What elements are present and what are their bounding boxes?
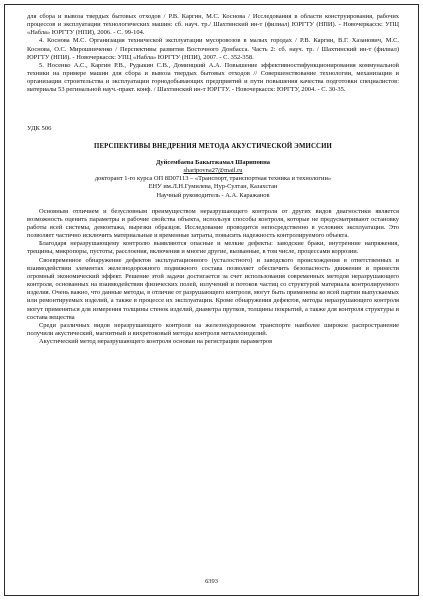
author-email-link[interactable]: sharipovna27@mail.ru — [183, 167, 243, 175]
reference-5: 5. Носенко А.С., Каргин Р.В., Рудыкин С.В., Доминцкий А.А. Повышение эффективностифункционирования коммунальной техники на примере машин для сбора и вывоза твердых бытовых отходов // Совершенствование технологии, механизации и организации строительства и эксплуатации горнодобывающих предприятий и пути повышения качества подготовки специалистов: материалы 53 регинальной науч.-практ. конф. / Шахтинский ин-т ЮРГТУ. - Новочеркасск: ЮРГТУ, 2004. - С. 30-35. — [27, 61, 399, 94]
article-title: ПЕРСПЕКТИВЫ ВНЕДРЕНИЯ МЕТОДА АКУСТИЧЕСКОЙ ЭМИССИИ — [94, 142, 332, 150]
reference-4: 4. Коснова М.С. Организация технической эксплуатации мусоровозов в малых городах / Р.В. Каргин, В.Г. Хазанович, М.С. Коснова, О.С. Мирошниченко / Перспективы развития Восточного Донбасса. Часть 2: сб. науч. тр. / Шахтинский ин-т (филиал) ЮРГТУ (НПИ). - Новочеркасск: УПЦ «Набла» ЮРГТУ (НПИ), 2007. - С. 352-358. — [27, 37, 399, 61]
reference-3-continuation: для сбора и вывоза твердых бытовых отходов / Р.В. Каргин, М.С. Коснова / Исследования в области конструирования, рабочих процессов и эксплуатации технологических машин: сб. науч. тр./ Шахтинский ин-т (филиал) ЮРГТУ (НПИ). - Новочеркасск: УПЦ «Набла» ЮРГТУ (НПИ), 2006. - С. 99-104. — [27, 13, 399, 37]
body-paragraph-1: Основным отличием и безусловным преимуществом неразрушающего контроля от других видов диагностики является возможность оценить параметры и рабочие свойства объекта, используя способы контроля, которые не предусматривают остановку работы всей системы, демонтажа, вырезки образцов. Исследование проводится непосредственно в условиях эксплуатации. Это позволяет частично исключить материальные и временные затраты, повысить надежность контролируемого объекта. — [27, 207, 399, 240]
body-spacer — [27, 200, 399, 208]
body-paragraph-3: Своевременное обнаружение дефектов эксплуатационного (усталостного) и заводского происхождения в ответственных и взаимодействии элементах железнодорожного подвижного состава позволяет обеспечить безопасность движения и принести огромный экономический эффект. Решение этой задачи достигается за счет использования современных методов неразрушающего контроля, основанных на взаимодействии физических полей, излучений и потоков частиц со структурой материала контролируемого изделия. Очень важно, что данные методы, в отличие от разрушающего контроля, могут быть применены ко всей партии выпускаемых или ремонтируемых изделий, а также в процессе их эксплуатации. Кроме обнаружения дефектов, методы неразрушающего контроля могут применяться для измерения толщины стенок изделий, диаметра прутков, толщины покрытий, а также для контроля структуры и состава вещества — [27, 256, 399, 321]
body-paragraph-2: Благодаря неразрушающему контролю выявляются опасные и мелкие дефекты: заводские браки, внутренние напряжения, трещины, микропоры, пустоты, расслоения, включения и многие другие, вызванные, в том числе, процессами коррозии. — [27, 240, 399, 256]
author-block — [27, 159, 399, 200]
section-spacer — [27, 95, 399, 125]
page-content — [27, 13, 399, 346]
author-affiliation: ЕНУ им.Л.Н.Гумилева, Нур-Султан, Казахстан — [148, 183, 278, 191]
udk-code: УДК 506 — [27, 124, 52, 132]
author-position: докторант 1-го курса ОП 8D07113 – «Транспорт, транспортная техника и технологии» — [94, 175, 332, 183]
body-paragraph-5: Акустический метод неразрушающего контроля основан на регистрации параметров — [39, 338, 273, 346]
article-body — [27, 208, 399, 347]
document-page — [4, 4, 419, 596]
author-name: Дуйсембаева Бакытжамал Шариповна — [155, 158, 271, 166]
references-list — [27, 13, 399, 95]
page-number: 6393 — [205, 578, 218, 585]
scientific-supervisor: Научный руководитель - А.А. Каражанов — [156, 191, 270, 199]
body-paragraph-4: Среди различных видов неразрушающего контроля на железнодорожном транспорте наиболее широкое распространение получили акустический, магнитный и вихретоковый методы контроля металлоизделий. — [27, 321, 399, 337]
